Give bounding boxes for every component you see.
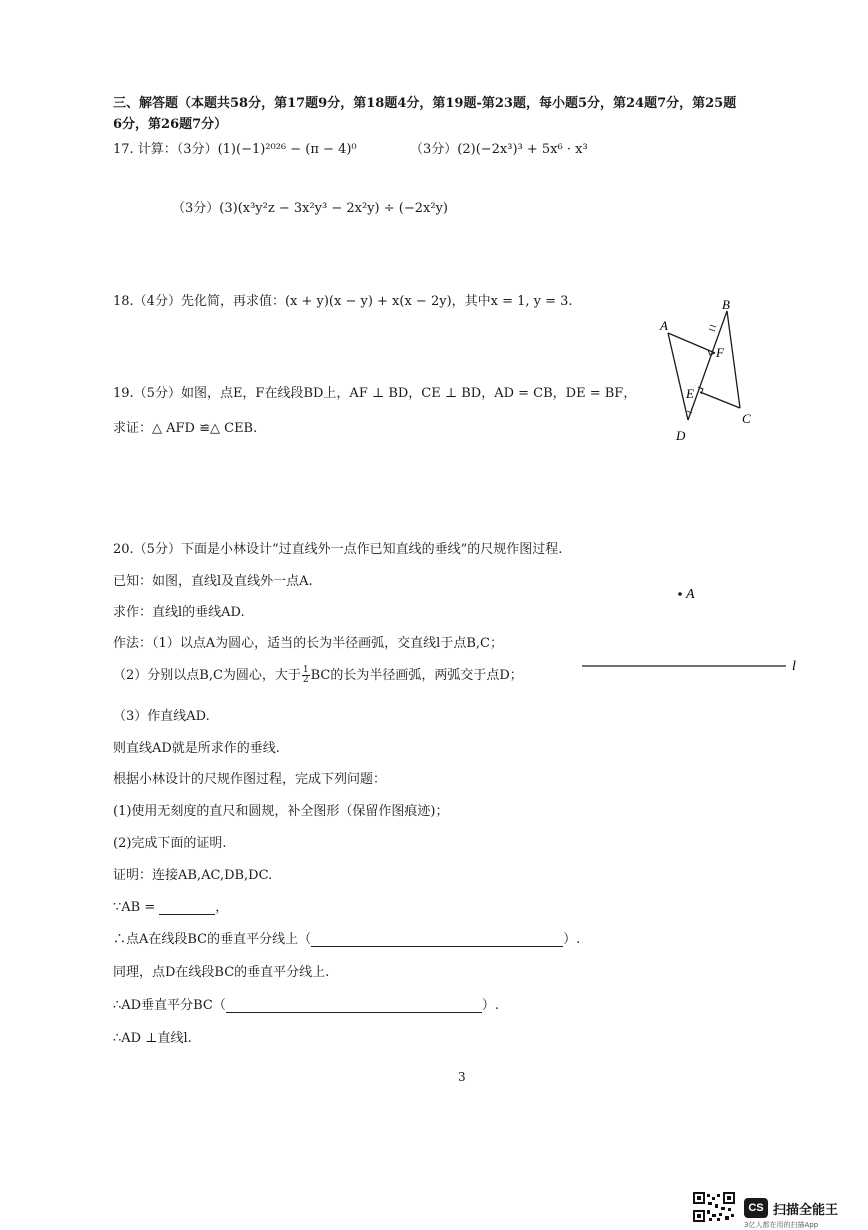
q20-method1: 作法：（1）以点A为圆心，适当的长为半径画弧，交直线l于点B,C； [113,636,503,651]
q17-part3-score: （3分） [172,201,220,216]
q19-label-f: F [716,345,724,360]
page-number: 3 [458,1070,466,1084]
section-header-line1: 三、解答题（本题共58分，第17题9分，第18题4分，第19题-第23题，每小题5分，第24题7分，第25题 [113,96,737,111]
q19-triangle-figure [650,295,760,445]
section-header-line2: 6分，第26题7分） [113,117,228,132]
q20-method2-pre: （2）分别以点B,C为圆心，大于 [113,668,301,683]
q20-given: 已知：如图，直线l及直线外一点A. [113,574,313,589]
q20-find: 求作：直线l的垂线AD. [113,605,245,620]
q20-task: 根据小林设计的尺规作图过程，完成下列问题： [113,772,387,787]
q20-figure [570,580,810,680]
q19-label-b: B [722,297,730,312]
q19-label-c: C [742,411,751,426]
q20-fraction [302,666,310,685]
q17-part3 [172,197,448,216]
badge-subtitle: 3亿人都在用的扫描App [744,1221,819,1229]
q20-therefore2 [113,994,499,1013]
q20-therefore2-pre: ∴AD垂直平分BC（ [113,998,226,1013]
q20-point-a-dot [678,592,682,596]
q20-point-a-label: A [686,587,695,602]
q20-proof-connect: 证明：连接AB,AC,DB,DC. [113,868,273,883]
q17-expr2: (2)(−2x³)³ + 5x⁶ · x³ [457,142,588,157]
scanner-badge [744,1198,838,1230]
q19-label-e: E [686,386,694,401]
q17-part1 [113,138,357,157]
q20-line-l-label: l [792,659,796,674]
q20-task1: (1)使用无刻度的直尺和圆规，补全图形（保留作图痕迹)； [113,804,449,819]
q20-therefore1-pre: ∴点A在线段BC的垂直平分线上（ [113,932,312,947]
q20-because [113,896,228,915]
q17-part2-score: （3分） [410,142,458,157]
badge-title: 扫描全能王 [773,1202,839,1218]
q20-because-pre: ∵AB = [113,900,156,915]
q19-line1: 19.（5分）如图，点E，F在线段BD上，AF ⊥ BD，CE ⊥ BD，AD = CB，DE = BF， [113,386,637,401]
q20-therefore2-post: ）. [481,998,499,1013]
q20-similarly: 同理，点D在线段BC的垂直平分线上. [113,965,330,980]
q20-fraction-num: 1 [302,665,309,675]
qr-code-icon [693,1192,735,1222]
q17-part2 [410,138,588,157]
q20-fraction-den: 2 [302,675,309,685]
q20-blank-reason1[interactable] [311,932,563,947]
q20-method3: （3）作直线AD. [113,709,210,724]
q17-expr1: (1)(−1)²⁰²⁶ − (π − 4)⁰ [217,142,357,157]
q17-label: 17. 计算：（3分） [113,142,218,157]
q20-task2: (2)完成下面的证明. [113,836,227,851]
q19-line2: 求证：△ AFD ≌△ CEB. [113,421,258,436]
q17-expr3: (3)(x³y²z − 3x²y³ − 2x²y) ÷ (−2x²y) [219,201,448,216]
q20-blank-reason2[interactable] [226,998,482,1013]
q20-conclusion: 则直线AD就是所求作的垂线. [113,741,280,756]
q20-intro: 20.（5分）下面是小林设计“过直线外一点作已知直线的垂线”的尺规作图过程. [113,542,563,557]
q20-because-post: ， [215,900,229,915]
q20-therefore3: ∴AD ⊥直线l. [113,1031,192,1046]
camscanner-logo-icon: CS [744,1198,768,1218]
q20-therefore1 [113,928,580,947]
q18-text: 18.（4分）先化简，再求值：(x + y)(x − y) + x(x − 2y)，其中x = 1, y = 3. [113,294,573,309]
q20-method2-post: BC的长为半径画弧，两弧交于点D； [310,668,523,683]
q20-method2 [113,664,523,685]
q20-blank-ab[interactable] [159,900,215,915]
q19-label-d: D [676,428,686,443]
q20-therefore1-post: ）. [563,932,581,947]
q19-label-a: A [660,318,668,333]
